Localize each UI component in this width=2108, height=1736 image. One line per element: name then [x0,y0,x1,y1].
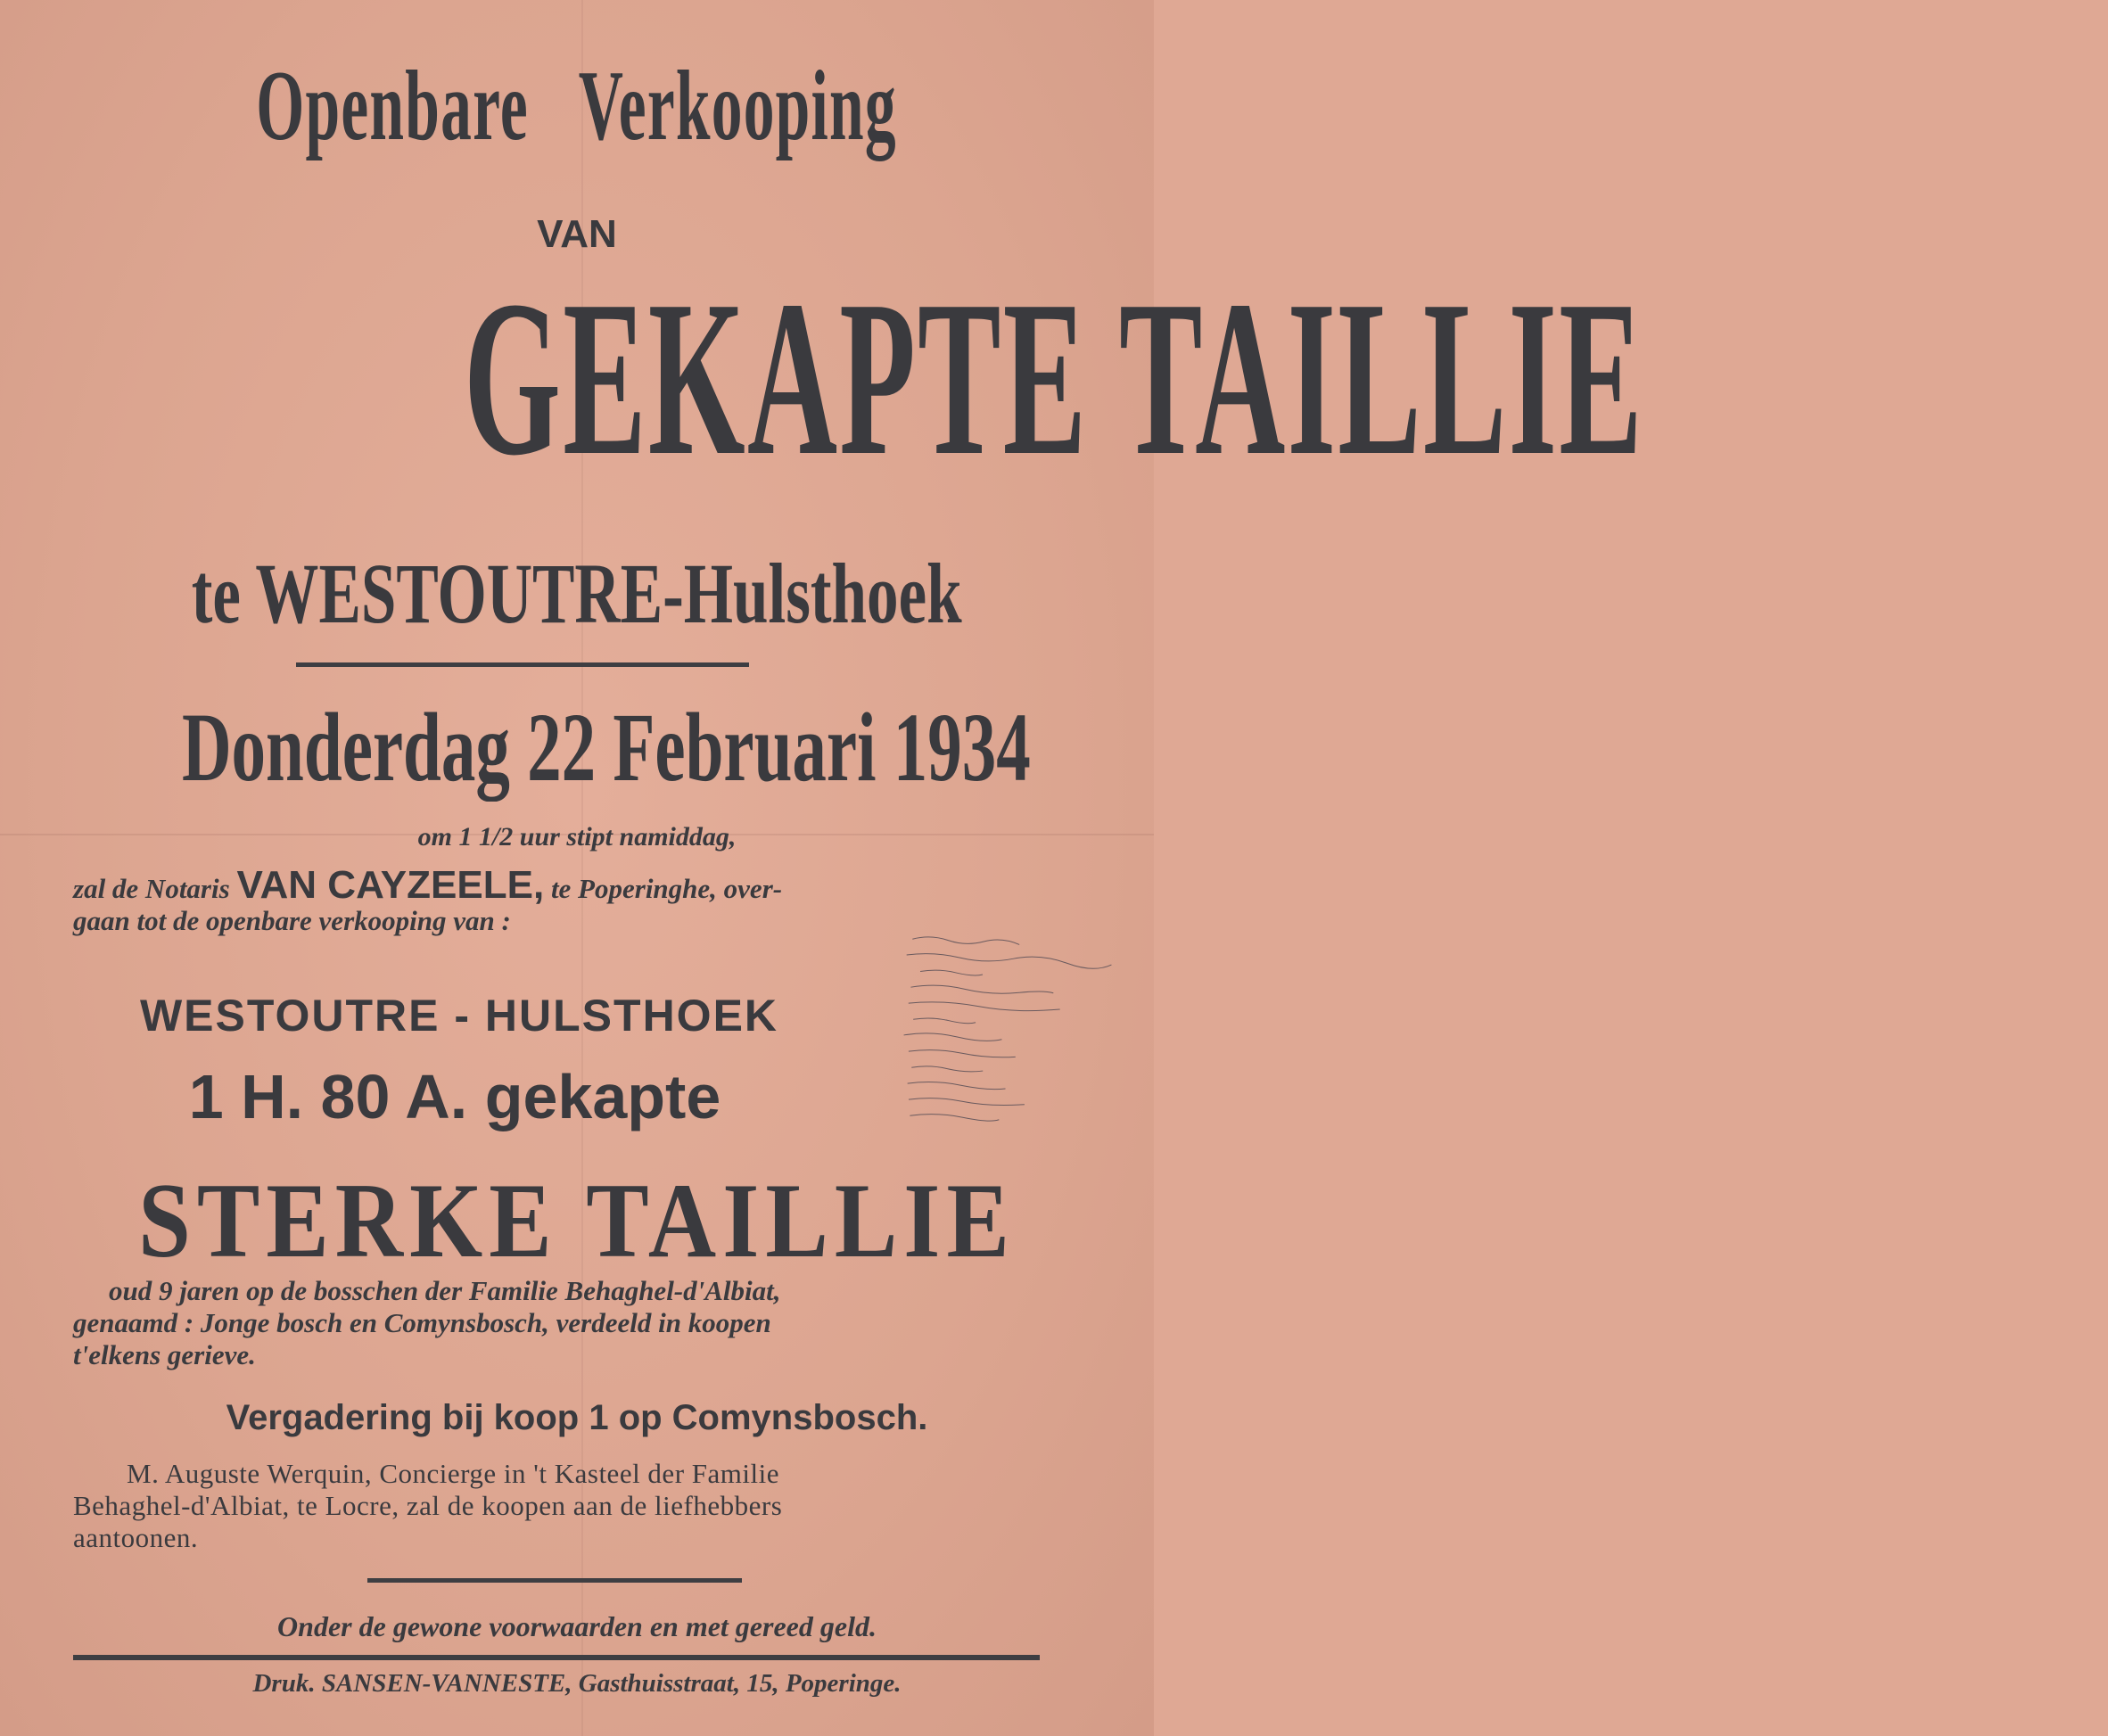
place-heading: WESTOUTRE - HULSTHOEK [139,991,779,1041]
sale-date [0,691,1154,804]
viewing-info [73,1458,1045,1554]
notary-line2: gaan tot de openbare verkooping van : [73,905,511,936]
lot-title-text: STERKE TAILLIE [138,1161,1016,1279]
description-line-3: t'elkens gerieve. [73,1339,256,1370]
main-title [0,255,1644,502]
main-title-text: GEKAPTE TAILLIE [464,255,1644,502]
lot-description [73,1275,1045,1371]
notary-paragraph [73,863,1045,937]
info-line-3: aantoonen. [73,1522,199,1553]
notary-intro: zal de Notaris [73,873,230,904]
sale-time: om 1 1/2 uur stipt namiddag, [417,822,737,852]
info-line-1: M. Auguste Werquin, Concierge in 't Kasteel der Familie [127,1458,779,1489]
location-text: te WESTOUTRE-Hulsthoek [192,546,962,641]
notary-name: VAN CAYZEELE, [236,863,545,907]
location-line [0,544,1154,643]
meeting-notice: Vergadering bij koop 1 op Comynsbosch. [226,1398,928,1437]
poster-heading [0,49,1154,164]
handwritten-annotation [897,928,1117,1123]
heading-word-openbare: Openbare [256,51,530,161]
info-line-2: Behaghel-d'Albiat, te Locre, zal de koopen aan de liefhebbers [73,1490,783,1521]
divider-rule-lower [367,1578,742,1583]
notary-place: te Poperinghe, over- [550,873,783,904]
description-line-2: genaamd : Jonge bosch en Comynsbosch, verdeeld in koopen [73,1307,771,1338]
van-label: VAN [537,212,617,256]
conditions-line: Onder de gewone voorwaarden en met gereed geld. [277,1610,877,1642]
footer-rule [73,1655,1040,1660]
lot-area: 1 H. 80 A. gekapte [188,1062,721,1131]
description-line-1: oud 9 jaren op de bosschen der Familie Behaghel-d'Albiat, [109,1275,781,1306]
heading-word-verkooping: Verkooping [579,51,898,161]
lot-title [0,1159,1154,1282]
sale-date-text: Donderdag 22 Februari 1934 [181,693,1031,802]
printer-credit: Druk. SANSEN-VANNESTE, Gasthuisstraat, 15, Poperinge. [252,1669,902,1698]
divider-rule [296,662,749,667]
